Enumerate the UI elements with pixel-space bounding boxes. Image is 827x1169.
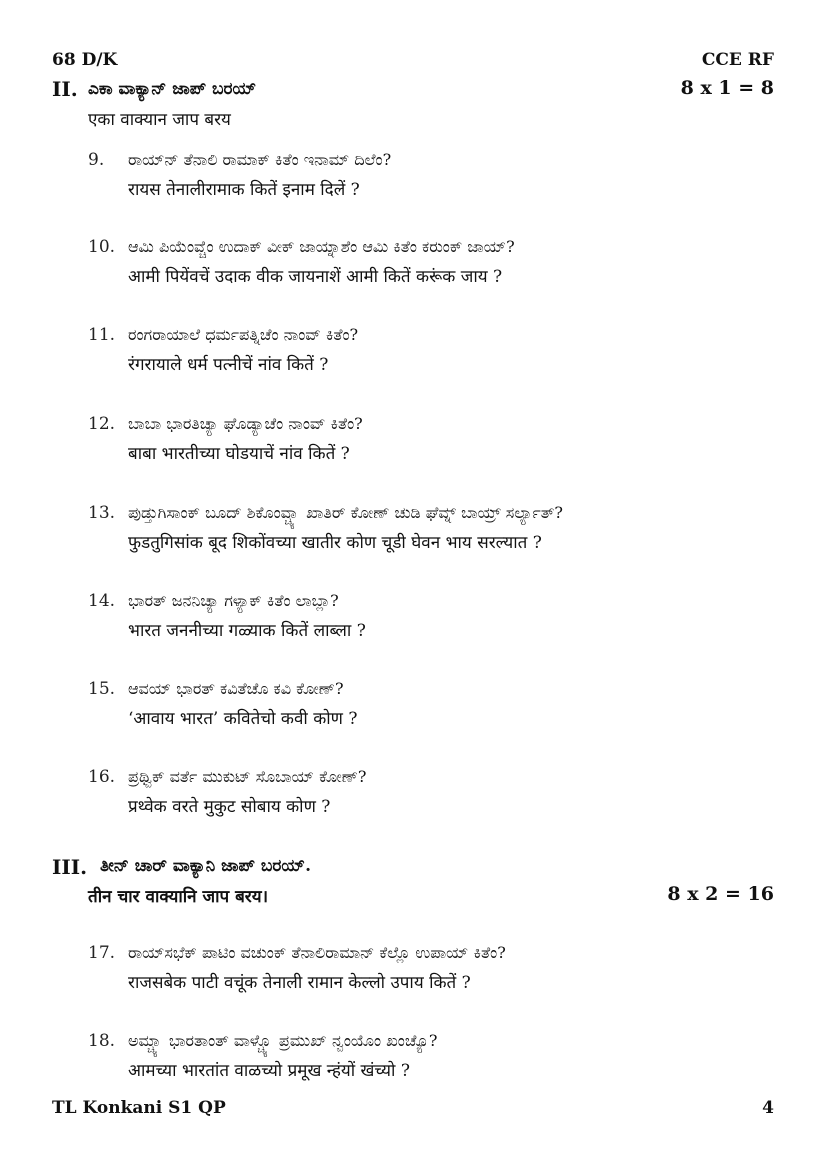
question-devanagari: रंगरायाले धर्म पत्नीचें नांव कितें ? (128, 355, 329, 375)
question-number: 12. (88, 414, 116, 434)
question-devanagari: राजसबेक पाटी वचूंक तेनाली रामान केल्लो उपाय कितें ? (128, 973, 471, 993)
question-number: 14. (88, 591, 116, 611)
question-kannada: ಆವಯ್ ಭಾರತ್ ಕವಿತೆಚೊ ಕವಿ ಕೋಣ್? (128, 679, 344, 698)
header-code: 68 D/K (52, 50, 118, 70)
question-kannada: ರಂಗರಾಯಾಲೆ ಧರ್ಮಪತ್ನಿಚೆಂ ನಾಂವ್ ಕಿತೆಂ? (128, 325, 359, 344)
question-number: 18. (88, 1031, 116, 1051)
question-kannada: ರಾಯ್‌ನ್ ತೆನಾಲಿ ರಾಮಾಕ್ ಕಿತೆಂ ಇನಾಮ್ ದಿಲೆಂ? (128, 150, 392, 169)
section-3-title-kannada: ತೀನ್ ಚಾರ್ ವಾಕ್ಯಾನಿ ಜಾಪ್ ಬರಯ್. (100, 856, 311, 876)
question-number: 11. (88, 325, 116, 345)
footer-paper-code: TL Konkani S1 QP (52, 1098, 226, 1118)
question-kannada: ಭಾರತ್ ಜನನಿಚ್ಯಾ ಗಳ್ಯಾಕ್ ಕಿತೆಂ ಲಾಬ್ಲಾ? (128, 591, 339, 610)
section-3-title-devanagari: तीन चार वाक्यानि जाप बरय। (88, 887, 269, 907)
question-devanagari: ‘आवाय भारत’ कवितेचो कवी कोण ? (128, 709, 358, 729)
question-devanagari: प्रथ्वेक वरते मुकुट सोबाय कोण ? (128, 797, 331, 817)
section-2-title-devanagari: एका वाक्यान जाप बरय (88, 110, 231, 130)
question-number: 10. (88, 237, 116, 257)
question-devanagari: आमच्या भारतांत वाळच्यो प्रमूख न्हंयों खंच्यो ? (128, 1061, 410, 1081)
header-cce: CCE RF (701, 50, 774, 70)
question-number: 17. (88, 943, 116, 963)
question-devanagari: रायस तेनालीरामाक कितें इनाम दिलें ? (128, 180, 360, 200)
question-devanagari: आमी पियेंवचें उदाक वीक जायनाशें आमी कितें करूंक जाय ? (128, 267, 503, 287)
question-devanagari: बाबा भारतीच्या घोडयाचें नांव कितें ? (128, 444, 350, 464)
question-number: 13. (88, 503, 116, 523)
question-number: 9. (88, 150, 105, 170)
question-kannada: ಆಮಿ ಪಿಯೆಂವ್ಚೆಂ ಉದಾಕ್ ವೀಕ್ ಜಾಯ್ನಾಶೆಂ ಆಮಿ ಕಿತೆಂ ಕರುಂಕ್ ಜಾಯ್? (128, 237, 515, 256)
question-number: 15. (88, 679, 116, 699)
question-kannada: ರಾಯ್‌ಸಭೆಕ್ ಪಾಟಿಂ ವಚುಂಕ್ ತೆನಾಲಿರಾಮಾನ್ ಕೆಲ್ಲೊ ಉಪಾಯ್ ಕಿತೆಂ? (128, 943, 506, 962)
question-kannada: ಪುಡ್ತುಗಿಸಾಂಕ್ ಬೂದ್ ಶಿಕೊಂವ್ಚ್ಯಾ ಖಾತಿರ್ ಕೋಣ್ ಚುಡಿ ಘೆವ್ನ್ ಬಾಯ್ರ್ ಸರ್ಲ್ಯಾತ್? (128, 503, 564, 522)
section-2-title-kannada: ಎಕಾ ವಾಕ್ಯಾನ್ ಜಾಪ್ ಬರಯ್ (88, 79, 257, 99)
question-kannada: ಬಾಬಾ ಭಾರತಿಚ್ಯಾ ಘೊಡ್ಯಾಚೆಂ ನಾಂವ್ ಕಿತೆಂ? (128, 414, 363, 433)
question-number: 16. (88, 767, 116, 787)
section-3-number: III. (52, 855, 88, 879)
section-2-number: II. (52, 77, 78, 101)
section-3-marks: 8 x 2 = 16 (667, 883, 774, 905)
question-devanagari: भारत जननीच्या गळ्याक कितें लाब्ला ? (128, 621, 366, 641)
section-2-marks: 8 x 1 = 8 (680, 77, 774, 99)
page-number: 4 (762, 1098, 774, 1118)
question-kannada: ಪ್ರಥ್ವಿಕ್ ವರ್ತೆ ಮುಕುಟ್ ಸೊಬಾಯ್ ಕೋಣ್? (128, 767, 367, 786)
question-devanagari: फुडतुगिसांक बूद शिकोंवच्या खातीर कोण चूडी घेवन भाय सरल्यात ? (128, 533, 542, 553)
question-kannada: ಅಮ್ಚ್ಯಾ ಭಾರತಾಂತ್ ವಾಳ್ಚ್ಯೊ ಪ್ರಮುಖ್ ನ್ವಂಯೊಂ ಖಂಚ್ಯೊ? (128, 1031, 438, 1050)
